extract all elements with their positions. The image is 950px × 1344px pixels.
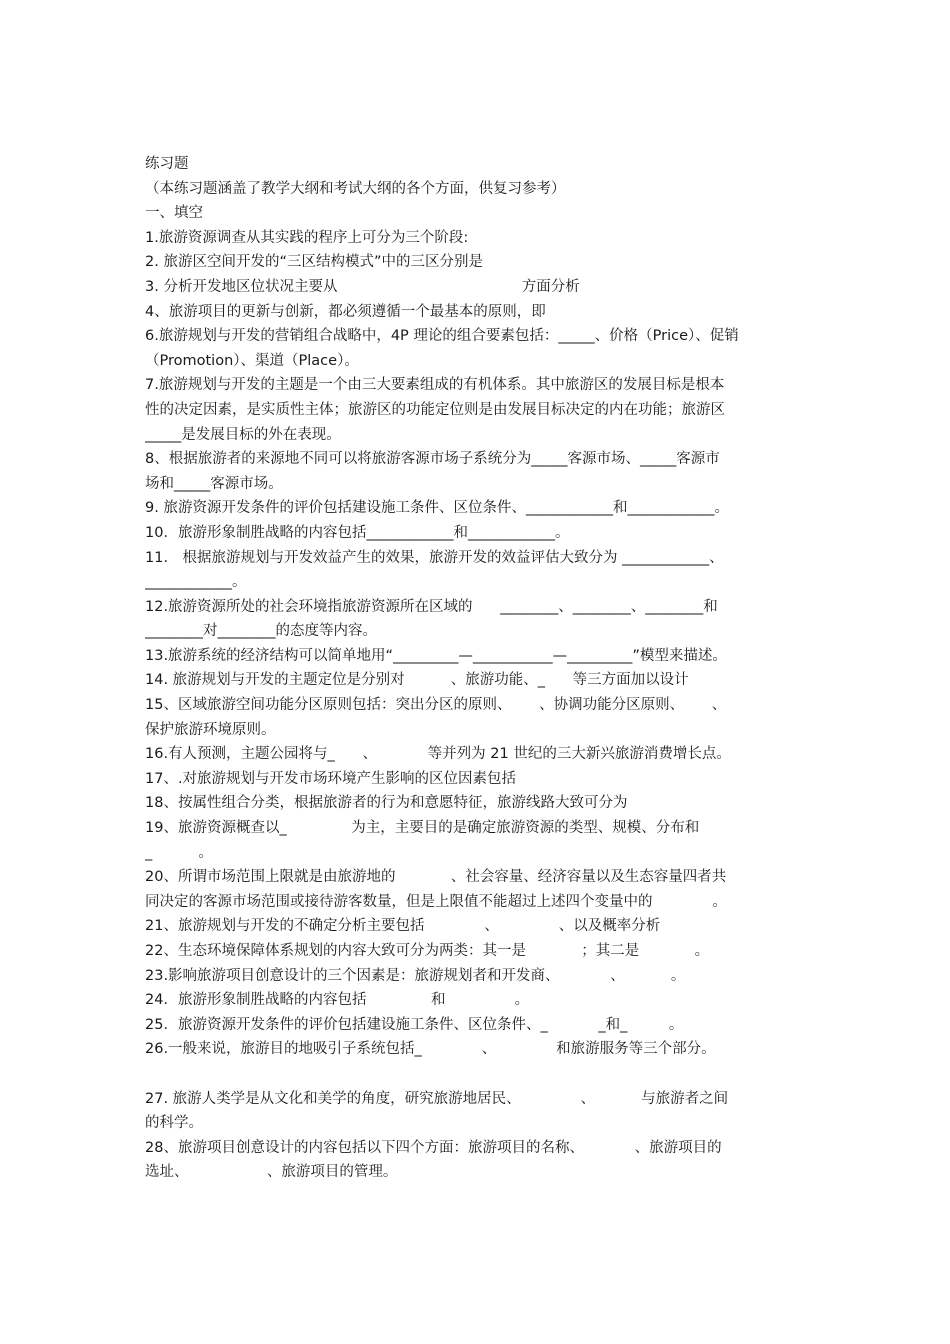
question-line: 28、旅游项目创意设计的内容包括以下四个方面：旅游项目的名称、 、旅游项目的	[145, 1139, 722, 1156]
question-line: 19、旅游资源概查以_ 为主，主要目的是确定旅游资源的类型、规模、分布和	[145, 820, 700, 837]
question-line: 11． 根据旅游规划与开发效益产生的效果，旅游开发的效益评估大致分为 ____________、	[145, 549, 724, 566]
question-line: _____是发展目标的外在表现。	[145, 426, 341, 443]
document-subtitle: （本练习题涵盖了教学大纲和考试大纲的各个方面，供复习参考）	[145, 180, 566, 197]
question-line: 10．旅游形象制胜战略的内容包括____________和____________。	[145, 524, 570, 541]
question-line: 的科学。	[145, 1115, 203, 1132]
question-line: ________对________的态度等内容。	[145, 623, 377, 640]
blank-line	[145, 1062, 810, 1087]
question-line: 8、根据旅游者的来源地不同可以将旅游客源市场子系统分为_____客源市场、_____客源市	[145, 451, 720, 468]
question-line: 同决定的客源市场范围或接待游客数量，但是上限值不能超过上述四个变量中的 。	[145, 893, 727, 910]
document-body	[145, 152, 810, 1185]
question-line: 9. 旅游资源开发条件的评价包括建设施工条件、区位条件、____________和____________。	[145, 500, 729, 517]
question-line: 22、生态环境保障体系规划的内容大致可分为两类：其一是 ；其二是 。	[145, 943, 710, 959]
question-line: 26.一般来说，旅游目的地吸引子系统包括_ 、 和旅游服务等三个部分。	[145, 1041, 716, 1058]
question-line: 24．旅游形象制胜战略的内容包括 和 。	[145, 992, 530, 1009]
question-line: 18、按属性组合分类，根据旅游者的行为和意愿特征，旅游线路大致可分为	[145, 795, 628, 812]
question-line: 15、区域旅游空间功能分区原则包括：突出分区的原则、 、协调功能分区原则、 、	[145, 697, 727, 714]
question-line: 7.旅游规划与开发的主题是一个由三大要素组成的有机体系。其中旅游区的发展目标是根本	[145, 377, 725, 394]
question-line: 17、.对旅游规划与开发市场环境产生影响的区位因素包括	[145, 770, 517, 787]
document-title: 练习题	[145, 156, 189, 172]
question-line: 4、旅游项目的更新与创新，都必须遵循一个最基本的原则，即	[145, 303, 546, 320]
question-line: 场和_____客源市场。	[145, 475, 283, 492]
question-line: 3. 分析开发地区位状况主要从 方面分析	[145, 278, 580, 295]
question-line: 保护旅游环境原则。	[145, 721, 276, 738]
question-list	[145, 226, 810, 1185]
question-line: ____________。	[145, 574, 247, 591]
question-line: 16.有人预测，主题公园将与_ 、 等并列为 21 世纪的三大新兴旅游消费增长点。	[145, 746, 731, 763]
question-line: 27. 旅游人类学是从文化和美学的角度，研究旅游地居民、 、 与旅游者之间	[145, 1090, 729, 1107]
question-line: 14. 旅游规划与开发的主题定位是分别对 、旅游功能、_ 等三方面加以设计	[145, 672, 689, 689]
question-line: 23.影响旅游项目创意设计的三个因素是：旅游规划者和开发商、 、 。	[145, 967, 686, 984]
question-line: _ 。	[145, 844, 213, 861]
section-heading: 一、填空	[145, 205, 203, 222]
question-line: 2. 旅游区空间开发的“三区结构模式”中的三区分别是	[145, 254, 483, 271]
question-line: 性的决定因素，是实质性主体；旅游区的功能定位则是由发展目标决定的内在功能；旅游区	[145, 401, 725, 418]
question-line: 13.旅游系统的经济结构可以简单地用“_________—___________—_________”模型来描述。	[145, 647, 727, 664]
question-line: 21、旅游规划与开发的不确定分析主要包括 、 、以及概率分析	[145, 918, 661, 935]
question-line: （Promotion）、渠道（Place）。	[145, 352, 359, 369]
question-line: 20、所谓市场范围上限就是由旅游地的 、社会容量、经济容量以及生态容量四者共	[145, 869, 727, 886]
question-line: 12.旅游资源所处的社会环境指旅游资源所在区域的 ________、________、________和	[145, 598, 718, 615]
question-line: 1.旅游资源调查从其实践的程序上可分为三个阶段:	[145, 229, 469, 246]
question-line: 6.旅游规划与开发的营销组合战略中，4P 理论的组合要素包括：_____、价格（Price）、促销	[145, 328, 739, 345]
question-line: 25．旅游资源开发条件的评价包括建设施工条件、区位条件、_ _和_ 。	[145, 1016, 684, 1033]
question-line: 选址、 、旅游项目的管理。	[145, 1164, 398, 1181]
